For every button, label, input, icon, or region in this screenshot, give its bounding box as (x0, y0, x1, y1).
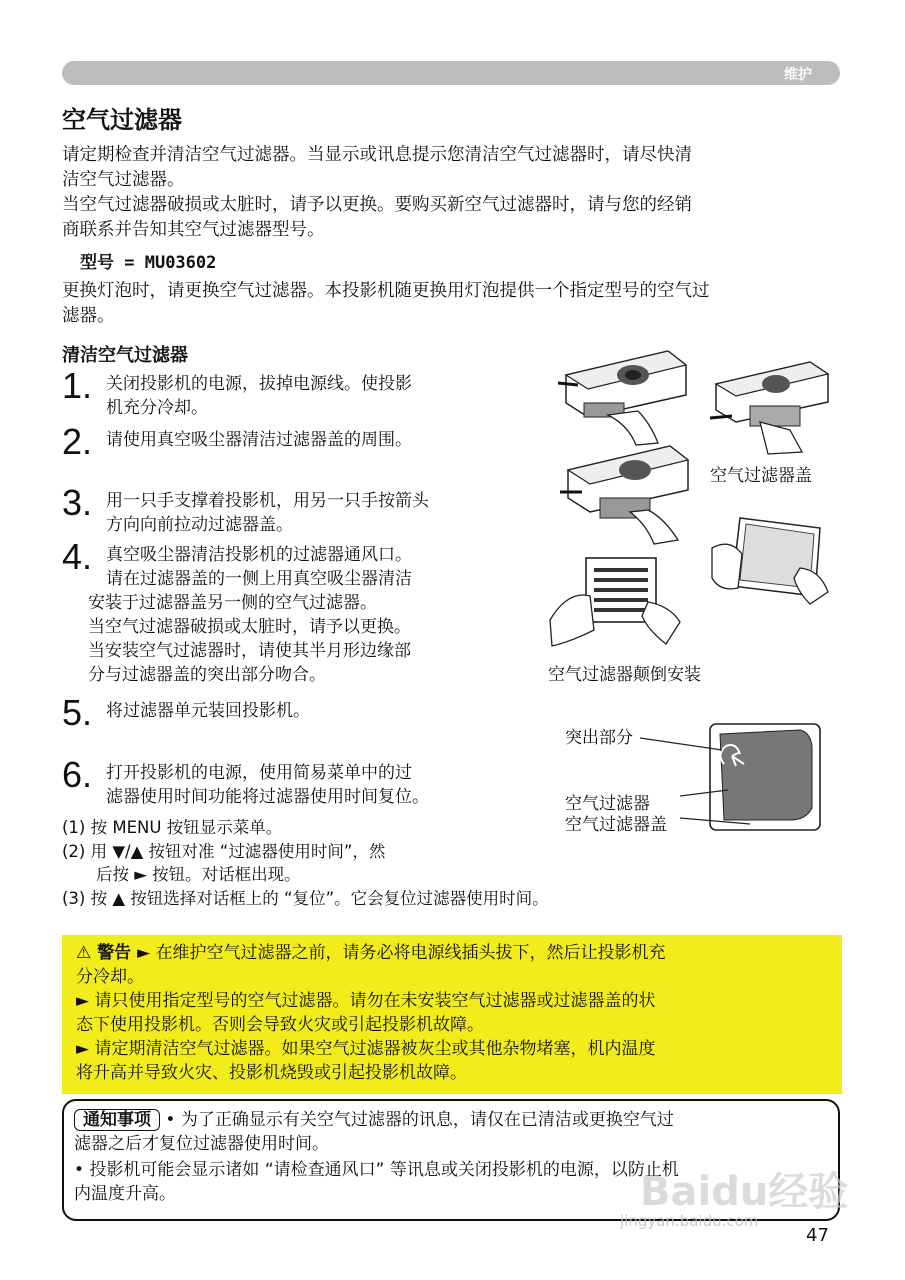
substep-2-cont: 后按 ► 按钮。对话框出现。 (96, 865, 301, 884)
model-value: = MU03602 (124, 253, 217, 273)
intro-paragraph (62, 143, 852, 243)
step-line: 打开投影机的电源，使用简易菜单中的过 (106, 763, 412, 783)
step-line: 将过滤器单元装回投影机。 (106, 701, 310, 721)
section-label: 维护 (784, 67, 812, 83)
notice-line: • 为了正确显示有关空气过滤器的讯息，请仅在已清洁或更换空气过 (165, 1110, 674, 1130)
lamp-note-line: 更换灯泡时，请更换空气过滤器。本投影机随更换用灯泡提供一个指定型号的空气过 (62, 281, 710, 301)
step-number: 6. (62, 754, 93, 795)
step-line: 当空气过滤器破损或太脏时，请予以更换。 (88, 617, 411, 637)
step-line: 当安装空气过滤器时，请使其半月形边缘部 (88, 641, 411, 661)
step-line: 用一只手支撑着投影机，用另一只手按箭头 (106, 491, 429, 511)
warning-line: 在维护空气过滤器之前，请务必将电源线插头拔下，然后让投影机充 (155, 943, 666, 963)
step-number: 4. (62, 536, 93, 577)
caption-filter-cover: 空气过滤器盖 (710, 466, 812, 486)
notice-line: 内温度升高。 (74, 1184, 176, 1204)
watermark-logo: Baidu经验 (640, 1169, 849, 1215)
notice-line: 滤器之后才复位过滤器使用时间。 (74, 1134, 329, 1154)
warning-box (62, 935, 842, 1094)
page-number: 47 (806, 1225, 829, 1246)
warning-line: 分冷却。 (76, 967, 144, 987)
step-number: 5. (62, 692, 93, 733)
substep-2: (2) 用 ▼/▲ 按钮对准 “过滤器使用时间”，然 (62, 842, 386, 861)
header-bar (62, 61, 840, 85)
step-line: 方向向前拉动过滤器盖。 (106, 515, 293, 535)
step-line: 滤器使用时间功能将过滤器使用时间复位。 (106, 787, 429, 807)
caption-protrusion: 突出部分 (565, 728, 633, 748)
model-number (80, 248, 216, 273)
step-line: 安装于过滤器盖另一侧的空气过滤器。 (88, 593, 377, 613)
step-line: 机充分冷却。 (106, 398, 208, 418)
caption-filter-reverse: 空气过滤器颠倒安装 (548, 665, 701, 685)
warning-line: 将升高并导致火灾、投影机烧毁或引起投影机故障。 (76, 1063, 467, 1083)
lamp-note-line: 滤器。 (62, 306, 115, 326)
step-number: 1. (62, 365, 93, 406)
caption-air-filter: 空气过滤器 (565, 794, 650, 814)
intro-line: 洁空气过滤器。 (62, 170, 185, 190)
filter-reverse-illustration (548, 550, 683, 655)
step-line: 分与过滤器盖的突出部分吻合。 (88, 665, 326, 685)
step-line: 关闭投影机的电源，拔掉电源线。使投影 (106, 374, 412, 394)
substep-1: (1) 按 MENU 按钮显示菜单。 (62, 818, 283, 837)
step-line: 请在过滤器盖的一侧上用真空吸尘器清洁 (106, 569, 412, 589)
caption-air-filter-cover: 空气过滤器盖 (565, 815, 667, 835)
projector-illustration-2 (560, 440, 690, 545)
substep-3: (3) 按 ▲ 按钮选择对话框上的 “复位”。它会复位过滤器使用时间。 (62, 889, 549, 908)
lamp-note (62, 279, 852, 329)
warning-line: 态下使用投影机。否则会导致火灾或引起投影机故障。 (76, 1015, 484, 1035)
projector-illustration-1 (558, 345, 688, 450)
warning-line: ► 请只使用指定型号的空气过滤器。请勿在未安装空气过滤器或过滤器盖的状 (76, 991, 656, 1011)
warning-line: ► 请定期清洁空气过滤器。如果空气过滤器被灰尘或其他杂物堵塞，机内温度 (76, 1039, 656, 1059)
warning-label: ⚠ 警告 ► (76, 943, 151, 963)
step-number: 3. (62, 482, 93, 523)
step-line: 请使用真空吸尘器清洁过滤器盖的周围。 (106, 430, 412, 450)
filter-assembly-illustration (640, 720, 830, 835)
cleaning-title: 清洁空气过滤器 (62, 345, 188, 366)
step-line: 真空吸尘器清洁投影机的过滤器通风口。 (106, 545, 412, 565)
filter-cover-hand-illustration (710, 508, 830, 608)
intro-line: 当空气过滤器破损或太脏时，请予以更换。要购买新空气过滤器时，请与您的经销 (62, 195, 692, 215)
projector-illustration-cover (710, 356, 830, 456)
page-title: 空气过滤器 (62, 106, 182, 134)
intro-line: 商联系并告知其空气过滤器型号。 (62, 220, 325, 240)
notice-label: 通知事项 (74, 1109, 160, 1131)
watermark-url: jingyan.baidu.com (620, 1212, 759, 1230)
intro-line: 请定期检查并清洁空气过滤器。当显示或讯息提示您清洁空气过滤器时，请尽快清 (62, 145, 692, 165)
model-label: 型号 (80, 253, 114, 273)
step-number: 2. (62, 421, 93, 462)
notice-line: • 投影机可能会显示诸如 “请检查通风口” 等讯息或关闭投影机的电源，以防止机 (74, 1160, 679, 1180)
